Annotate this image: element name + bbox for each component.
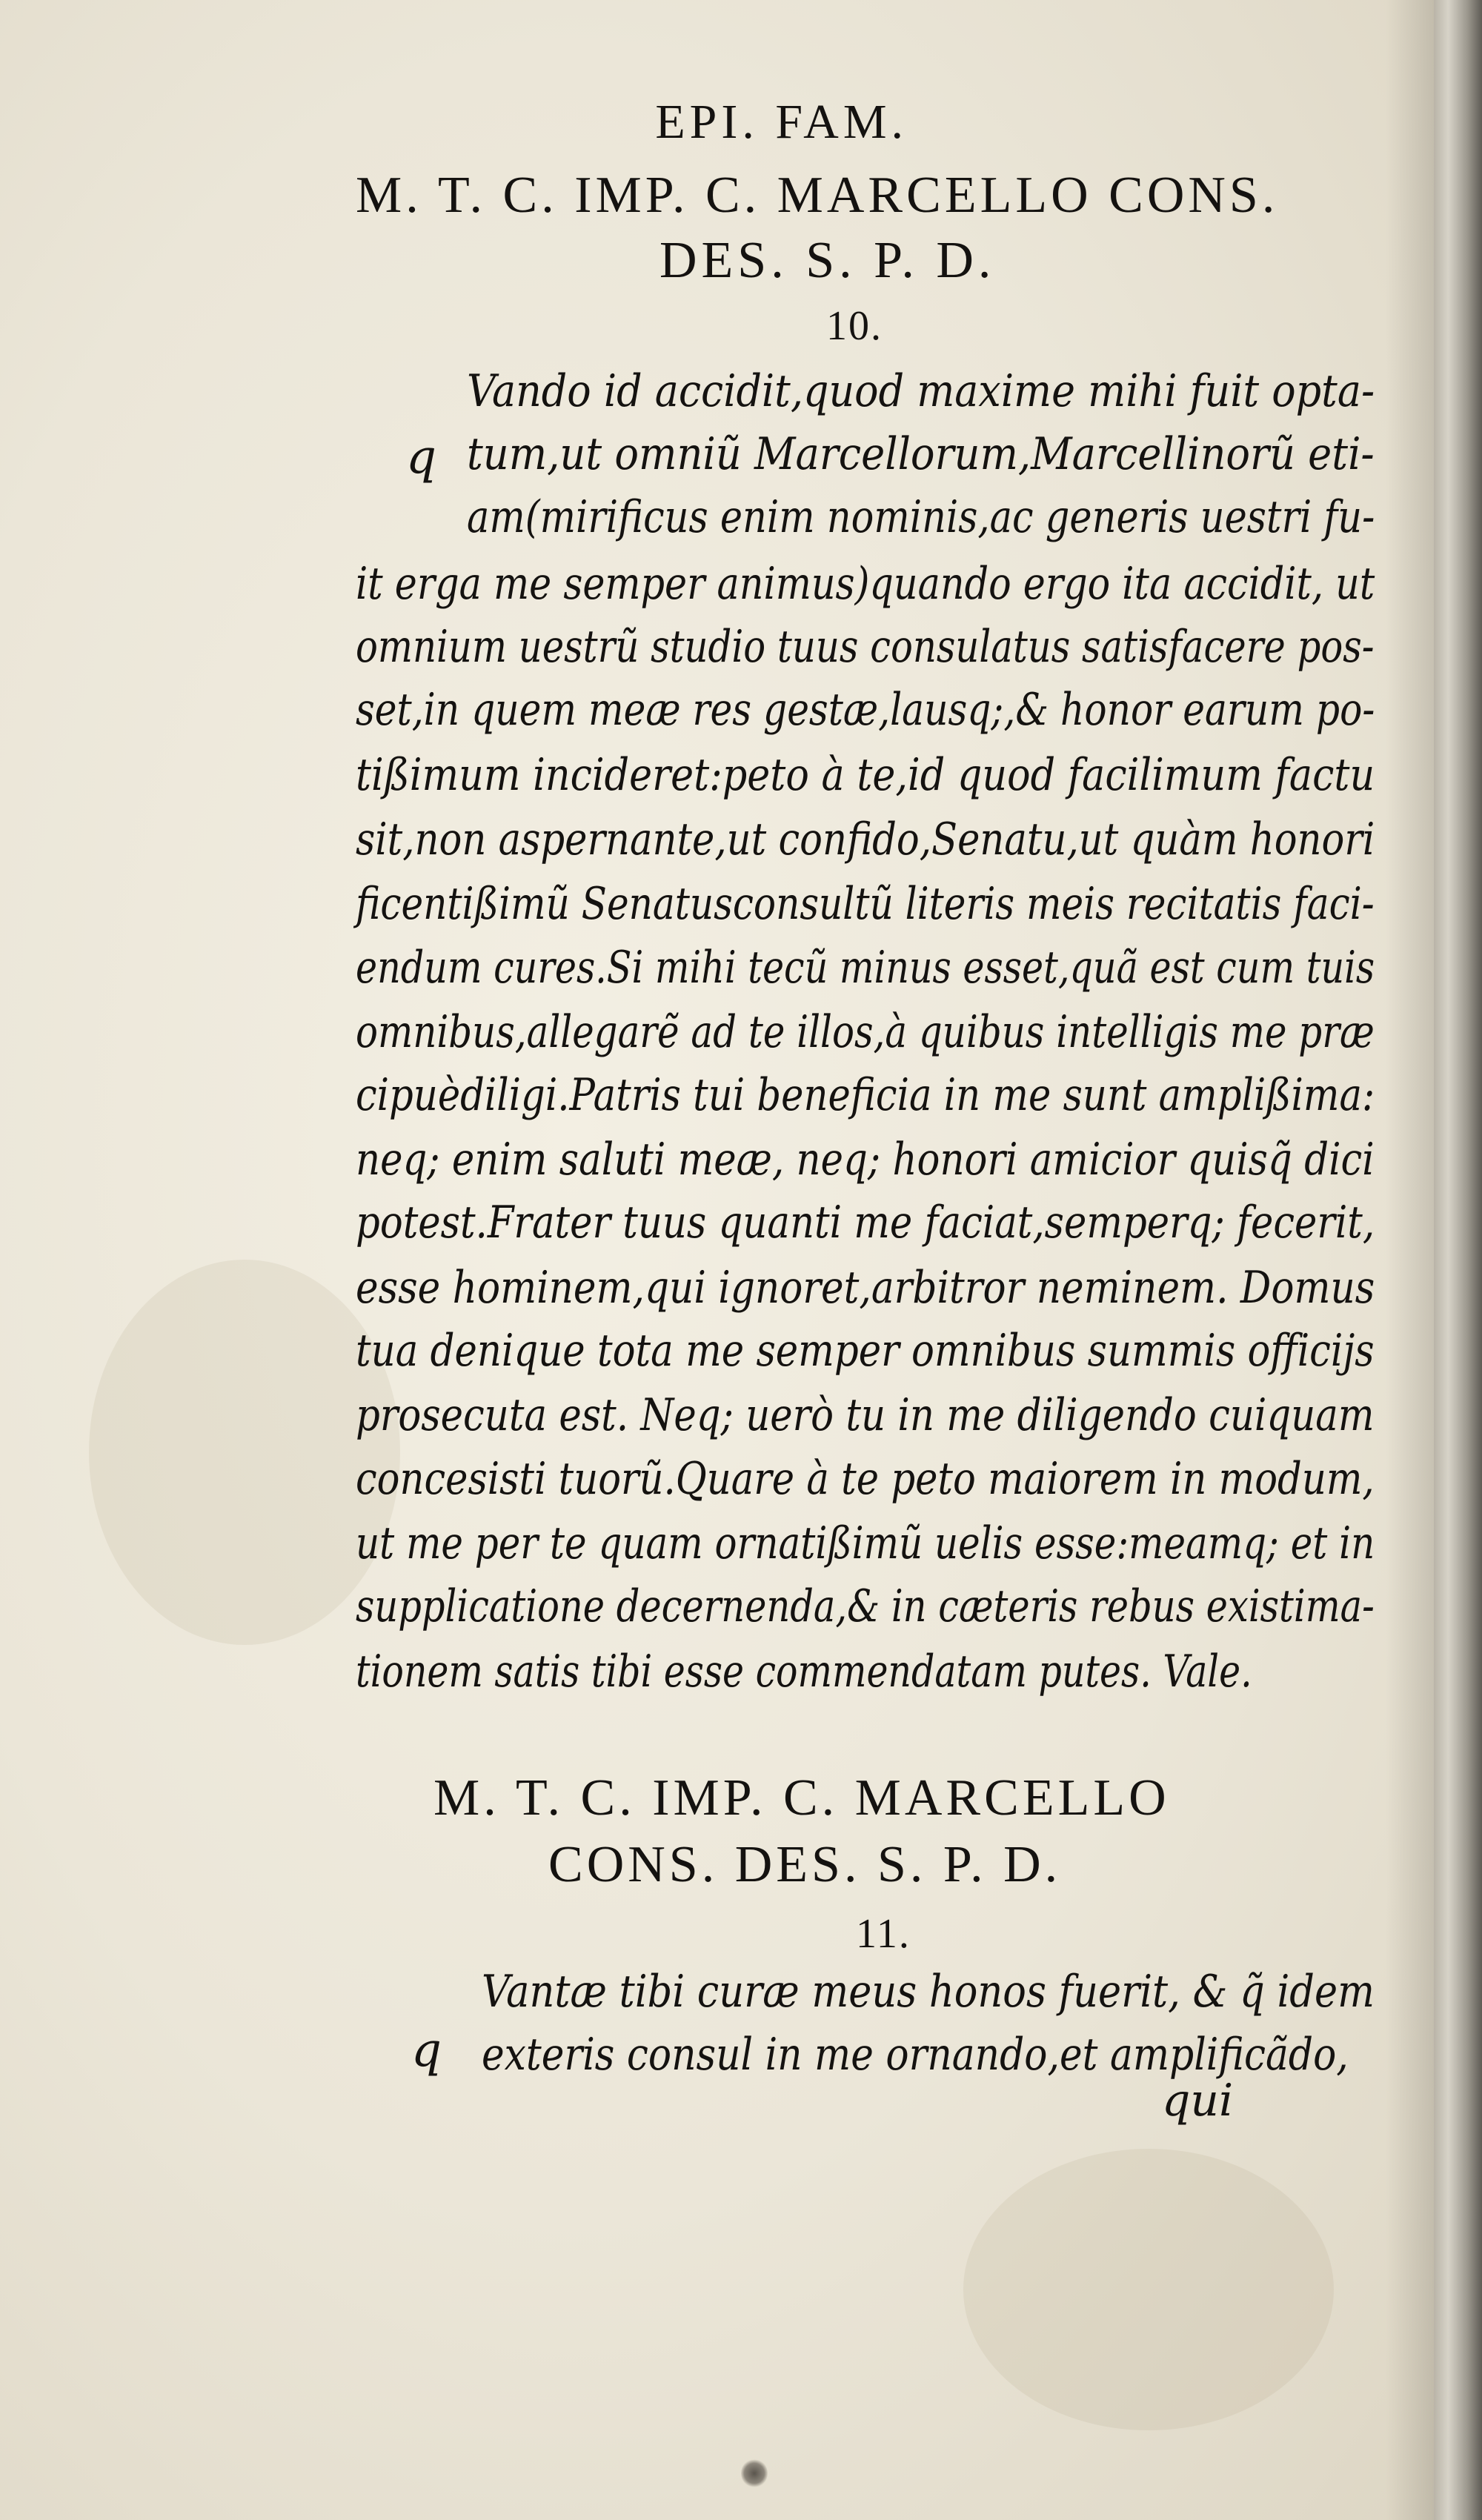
- text-line: supplicatione decernenda,& in cæteris rebus existima-: [356, 1580, 1375, 1632]
- text-line: cipuèdiligi.Patris tui beneficia in me sunt amplißima:: [356, 1069, 1375, 1121]
- text-line: ficentißimũ Senatusconsultũ literis meis recitatis faci-: [356, 878, 1375, 930]
- text-line: am(mirificus enim nominis,ac generis uestri fu-: [467, 491, 1375, 543]
- text-line: potest.Frater tuus quanti me faciat,semperq; fecerit,: [356, 1197, 1375, 1249]
- letter-heading-line: M. T. C. IMP. C. MARCELLO: [433, 1769, 1170, 1826]
- text-line: it erga me semper animus)quando ergo ita accidit, ut: [356, 558, 1375, 610]
- text-line: set,in quem meæ res gestæ,lausq;,& honor earum po-: [356, 684, 1375, 736]
- paper-stain: [963, 2149, 1334, 2430]
- text-line: neq; enim saluti meæ, neq; honori amicior quisq̃ dici: [356, 1134, 1375, 1186]
- letter-number: 11.: [856, 1911, 911, 1957]
- running-head: EPI. FAM.: [655, 95, 908, 149]
- text-line: omnibus,allegarẽ ad te illos,à quibus intelligis me præ: [356, 1006, 1375, 1058]
- text-line: ut me per te quam ornatißimũ uelis esse:meamq; et in: [356, 1517, 1375, 1569]
- text-line: exteris consul in me ornando,et amplificãdo,: [482, 2029, 1349, 2081]
- catchword: qui: [1162, 2075, 1234, 2127]
- page-edge-shadow: [1386, 0, 1434, 2520]
- text-line: endum cures.Si mihi tecũ minus esset,quã est cum tuis: [356, 942, 1375, 994]
- text-line: Vantæ tibi curæ meus honos fuerit, & q̃ idem: [482, 1966, 1375, 2018]
- text-line: concesisti tuorũ.Quare à te peto maiorem in modum,: [356, 1453, 1375, 1505]
- text-line: prosecuta est. Neq; uerò tu in me diligendo cuiquam: [356, 1389, 1375, 1441]
- text-line: tum,ut omniũ Marcellorum,Marcellinorũ eti-: [467, 428, 1375, 480]
- text-line: tißimum incideret:peto à te,id quod facilimum factu: [356, 749, 1375, 801]
- text-line: tionem satis tibi esse commendatam putes. Vale.: [356, 1646, 1252, 1698]
- initial-guide-letter: q: [406, 430, 436, 485]
- initial-guide-letter: q: [411, 2023, 442, 2078]
- paper-stain: [89, 1260, 400, 1645]
- text-line: omnium uestrũ studio tuus consulatus satisfacere pos-: [356, 621, 1375, 673]
- text-line: Vando id accidit,quod maxime mihi fuit opta-: [467, 365, 1375, 417]
- book-gutter: [1434, 0, 1482, 2520]
- letter-number: 10.: [826, 303, 883, 349]
- letter-heading-line: M. T. C. IMP. C. MARCELLO CONS.: [356, 167, 1279, 224]
- text-line: esse hominem,qui ignoret,arbitror neminem. Domus: [356, 1262, 1375, 1314]
- ink-blot: [741, 2459, 768, 2488]
- text-line: sit,non aspernante,ut confido,Senatu,ut quàm honori: [356, 814, 1375, 865]
- text-line: tua denique tota me semper omnibus summis officijs: [356, 1325, 1375, 1377]
- letter-heading-line: CONS. DES. S. P. D.: [548, 1836, 1062, 1893]
- letter-heading-line: DES. S. P. D.: [659, 232, 996, 289]
